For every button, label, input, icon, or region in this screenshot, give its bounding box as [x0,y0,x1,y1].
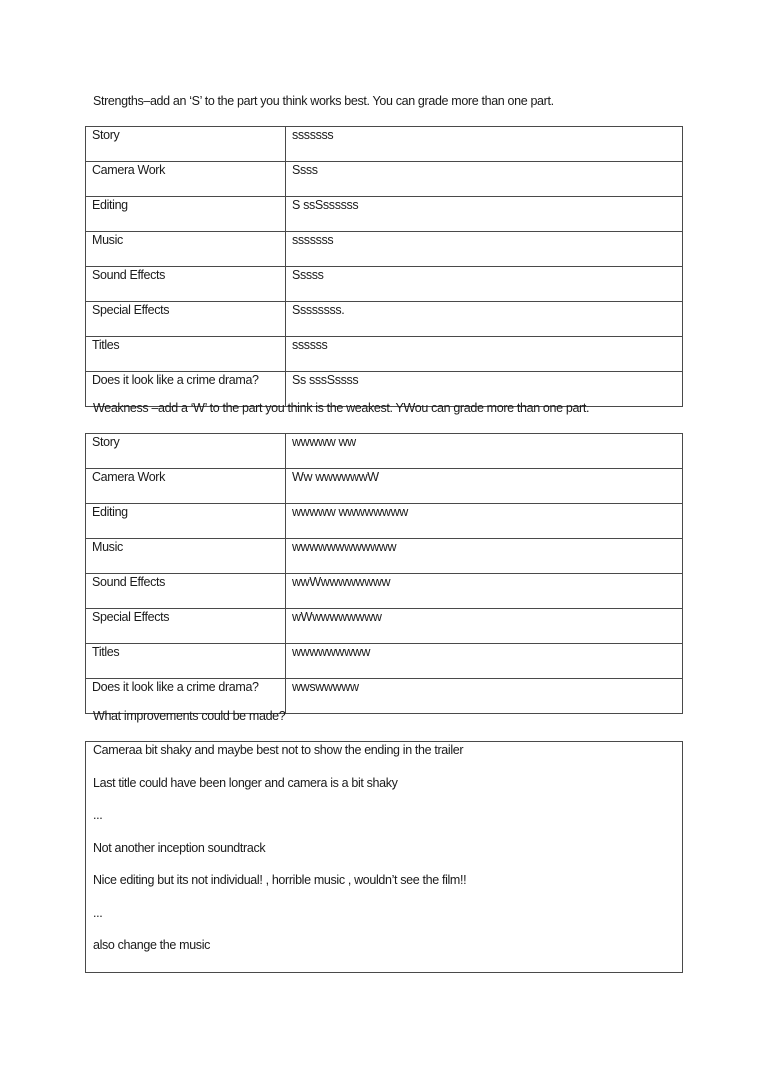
strengths-table [85,126,683,407]
table-row [86,232,683,267]
row-label: Music [86,539,286,574]
row-label: Story [86,434,286,469]
row-value: ssssss [286,337,683,372]
row-value: Ww wwwwwwW [286,469,683,504]
table-row [86,644,683,679]
row-value: S ssSssssss [286,197,683,232]
improvement-line: ... [93,808,103,822]
row-label: Camera Work [86,469,286,504]
strengths-heading: Strengths–add an ‘S’ to the part you think works best. You can grade more than one part. [93,94,554,108]
row-value: wwwwwwwwwwww [286,539,683,574]
row-label: Story [86,127,286,162]
row-value: wwwwwwwww [286,644,683,679]
table-row [86,337,683,372]
table-row [86,127,683,162]
table-row [86,162,683,197]
improvement-line: ... [93,906,103,920]
row-value: wwwww wwwwwwww [286,504,683,539]
row-label: Sound Effects [86,574,286,609]
row-label: Camera Work [86,162,286,197]
table-row [86,609,683,644]
table-row [86,267,683,302]
improvements-heading: What improvements could be made? [93,709,286,723]
row-label: Does it look like a crime drama? [86,679,286,714]
row-label: Editing [86,504,286,539]
improvement-line: Last title could have been longer and camera is a bit shaky [93,776,398,790]
weakness-table [85,433,683,714]
improvement-line: Nice editing but its not individual! , horrible music , wouldn’t see the film!! [93,873,467,887]
row-value: Ssssssss. [286,302,683,337]
row-value: wwswwwww [286,679,683,714]
improvement-line: also change the music [93,938,211,952]
row-label: Sound Effects [86,267,286,302]
row-value: Sssss [286,267,683,302]
row-label: Does it look like a crime drama? [86,372,286,407]
improvements-box [85,741,683,973]
row-value: wWwwwwwwww [286,609,683,644]
table-row [86,574,683,609]
row-label: Special Effects [86,609,286,644]
table-row [86,469,683,504]
table-row [86,434,683,469]
row-value: wwWwwwwwwww [286,574,683,609]
table-row [86,504,683,539]
weakness-heading: Weakness –add a ‘W’ to the part you think is the weakest. YWou can grade more than one part. [93,401,590,415]
row-value: sssssss [286,127,683,162]
row-value: sssssss [286,232,683,267]
row-label: Titles [86,337,286,372]
row-value: Ssss [286,162,683,197]
improvement-line: Cameraa bit shaky and maybe best not to show the ending in the trailer [93,743,464,757]
row-label: Special Effects [86,302,286,337]
row-value: Ss sssSssss [286,372,683,407]
table-row [86,302,683,337]
table-row [86,197,683,232]
row-label: Music [86,232,286,267]
row-label: Editing [86,197,286,232]
table-row [86,539,683,574]
row-value: wwwww ww [286,434,683,469]
improvement-line: Not another inception soundtrack [93,841,266,855]
row-label: Titles [86,644,286,679]
